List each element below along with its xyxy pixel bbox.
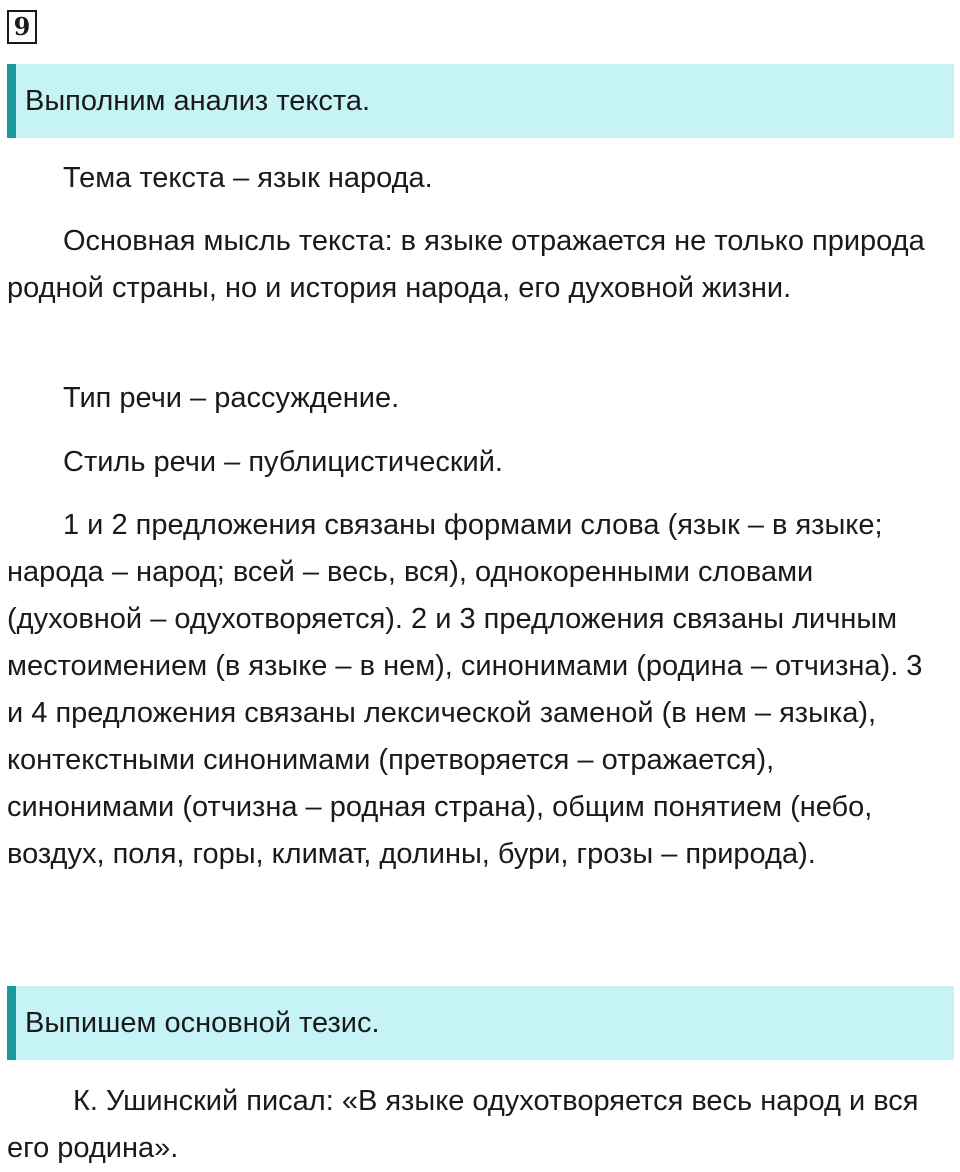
analysis-section-header bbox=[7, 64, 954, 138]
main-idea-paragraph: Основная мысль текста: в языке отражается не только природа родной страны, но и история народа, его духовной жизни. bbox=[7, 225, 925, 304]
thesis-section-header bbox=[7, 986, 954, 1060]
speech-type-paragraph: Тип речи – рассуждение. bbox=[63, 382, 400, 414]
sentence-links-paragraph: 1 и 2 предложения связаны формами слова (язык – в языке; народа – народ; всей – весь, вся), однокоренными словами (духовной – одухотворяется). 2 и 3 предложения связаны личным местоимением (в языке – в нем), синонимами (родина – отчизна). 3 и 4 предложения связаны лексической заменой (в нем – языка), контекстными синонимами (претворяется – отражается), синонимами (отчизна – родная страна), общим понятием (небо, воздух, поля, горы, климат, долины, бури, грозы – природа). bbox=[7, 509, 923, 870]
quote-paragraph: К. Ушинский писал: «В языке одухотворяется весь народ и вся его родина». bbox=[7, 1085, 919, 1164]
thesis-section-header-label: Выпишем основной тезис. bbox=[25, 1006, 380, 1039]
task-number-box: 9 bbox=[7, 10, 37, 44]
topic-paragraph: Тема текста – язык народа. bbox=[63, 162, 433, 194]
analysis-section-header-label: Выполним анализ текста. bbox=[25, 84, 370, 117]
speech-style-paragraph: Стиль речи – публицистический. bbox=[63, 446, 503, 478]
